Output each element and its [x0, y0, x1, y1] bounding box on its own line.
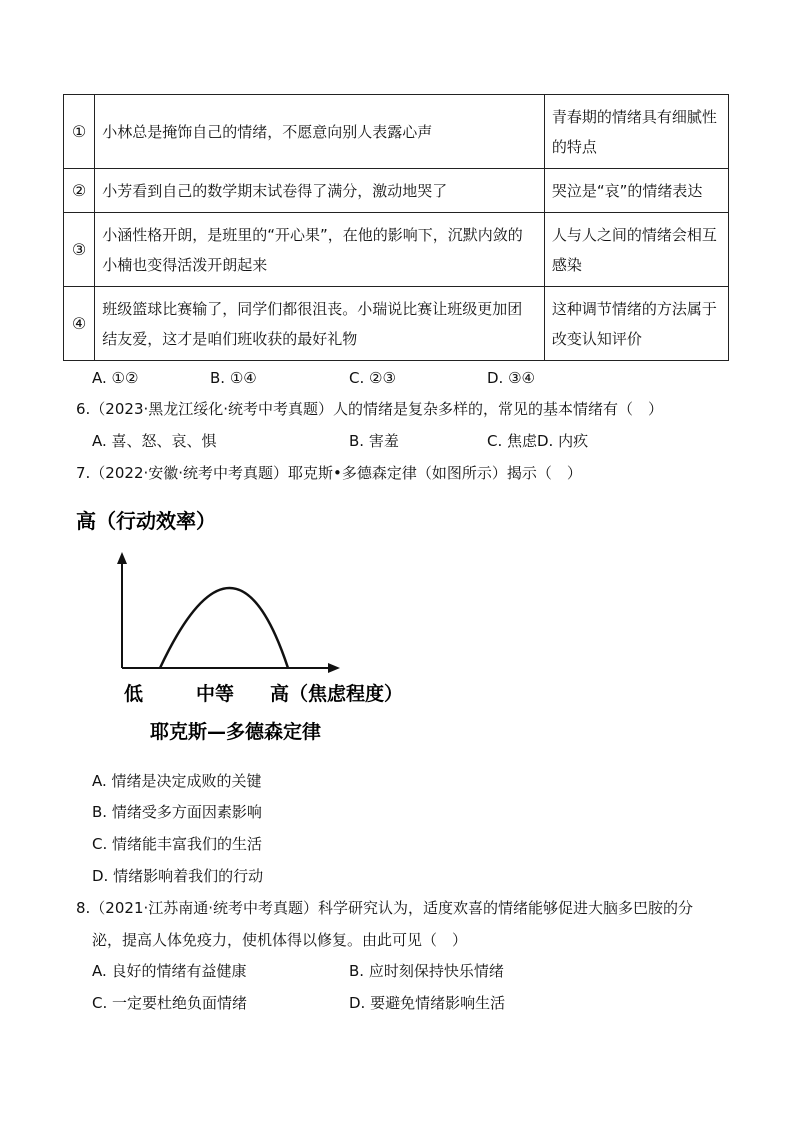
q8-option-c[interactable]: C. 一定要杜绝负面情绪 — [92, 994, 248, 1012]
x-axis-arrow — [328, 663, 340, 673]
row-judgement: 青春期的情绪具有细腻性的特点 — [544, 95, 728, 169]
q5-option-b[interactable]: B. ①④ — [210, 369, 257, 387]
x-tick-high: 高（焦虑程度） — [270, 683, 404, 705]
q7-option-a[interactable]: A. 情绪是决定成败的关键 — [92, 772, 262, 790]
y-axis-label: 高（行动效率） — [76, 509, 216, 533]
yerkes-dodson-chart — [70, 500, 430, 750]
q7-option-d[interactable]: D. 情绪影响着我们的行动 — [92, 867, 264, 885]
q5-option-a[interactable]: A. ①② — [92, 369, 139, 387]
row-description: 小芳看到自己的数学期末试卷得了满分，激动地哭了 — [95, 169, 545, 213]
x-tick-medium: 中等 — [196, 683, 235, 705]
q8-option-b[interactable]: B. 应时刻保持快乐情绪 — [349, 962, 504, 980]
q7-stem: 7.（2022·安徽·统考中考真题）耶克斯•多德森定律（如图所示）揭示（ ） — [76, 464, 582, 482]
row-number: ④ — [64, 287, 95, 361]
row-number: ③ — [64, 213, 95, 287]
table-row — [64, 287, 729, 361]
row-number: ① — [64, 95, 95, 169]
x-tick-low: 低 — [124, 683, 144, 705]
statement-table — [63, 94, 729, 361]
series-curve — [160, 588, 288, 668]
chart-title: 耶克斯—多德森定律 — [150, 721, 322, 743]
table-row — [64, 95, 729, 169]
row-description: 班级篮球比赛输了，同学们都很沮丧。小瑞说比赛让班级更加团结友爱，这才是咱们班收获的最好礼物 — [95, 287, 545, 361]
row-description: 小林总是掩饰自己的情绪，不愿意向别人表露心声 — [95, 95, 545, 169]
q6-option-a[interactable]: A. 喜、怒、哀、惧 — [92, 432, 217, 450]
q6-option-cd[interactable]: C. 焦虑D. 内疚 — [487, 432, 589, 450]
q7-option-b[interactable]: B. 情绪受多方面因素影响 — [92, 803, 262, 821]
q8-option-a[interactable]: A. 良好的情绪有益健康 — [92, 962, 247, 980]
q5-option-d[interactable]: D. ③④ — [487, 369, 535, 387]
y-axis-arrow — [117, 552, 127, 564]
row-judgement: 这种调节情绪的方法属于改变认知评价 — [544, 287, 728, 361]
row-judgement: 人与人之间的情绪会相互感染 — [544, 213, 728, 287]
q6-stem: 6.（2023·黑龙江绥化·统考中考真题）人的情绪是复杂多样的，常见的基本情绪有（ ） — [76, 400, 664, 418]
row-number: ② — [64, 169, 95, 213]
table-row — [64, 169, 729, 213]
row-judgement: 哭泣是“哀”的情绪表达 — [544, 169, 728, 213]
q5-option-c[interactable]: C. ②③ — [349, 369, 396, 387]
q8-stem-line2: 泌，提高人体免疫力，使机体得以修复。由此可见（ ） — [92, 931, 468, 949]
table-row — [64, 213, 729, 287]
q8-stem-line1: 8.（2021·江苏南通·统考中考真题）科学研究认为，适度欢喜的情绪能够促进大脑多巴胺的分 — [76, 899, 694, 917]
row-description: 小涵性格开朗，是班里的“开心果”，在他的影响下，沉默内敛的小楠也变得活泼开朗起来 — [95, 213, 545, 287]
q6-option-b[interactable]: B. 害羞 — [349, 432, 399, 450]
q8-option-d[interactable]: D. 要避免情绪影响生活 — [349, 994, 506, 1012]
q7-option-c[interactable]: C. 情绪能丰富我们的生活 — [92, 835, 263, 853]
